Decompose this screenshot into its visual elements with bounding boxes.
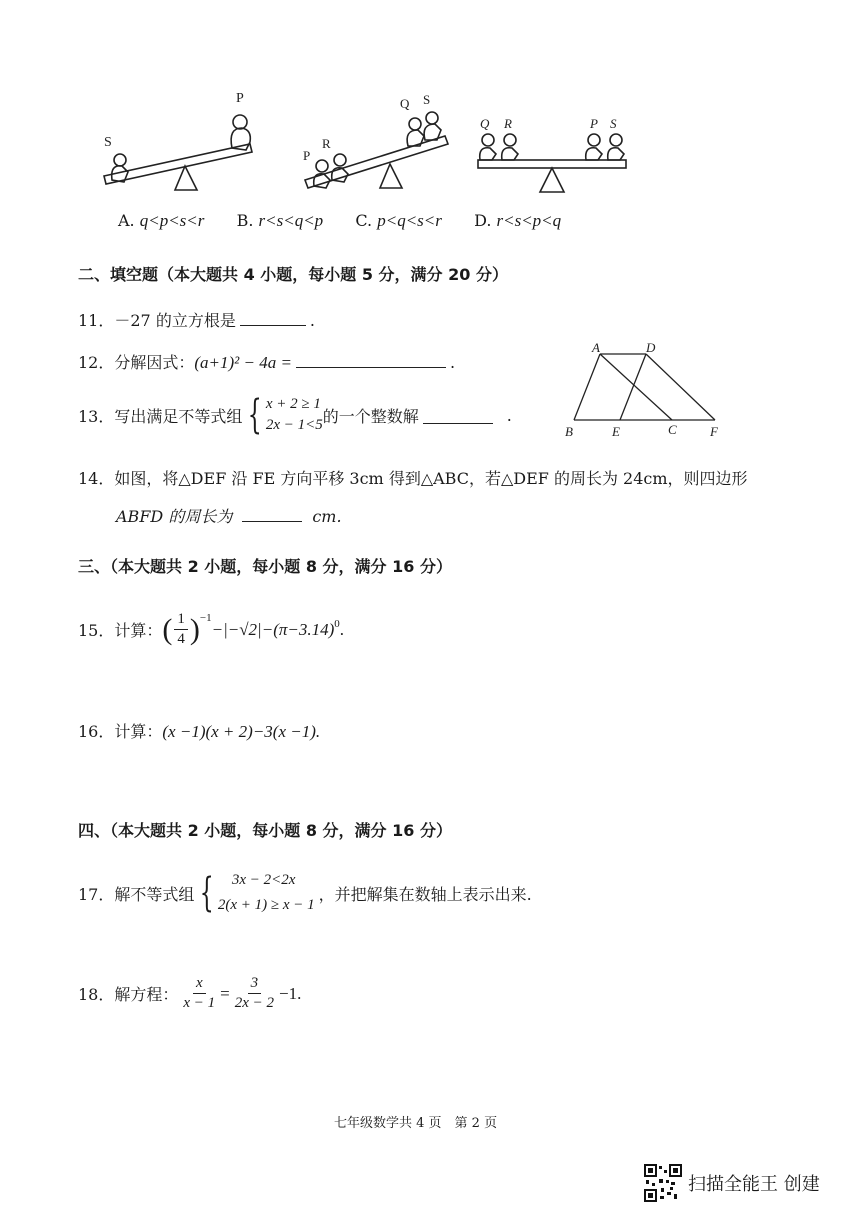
question-15: 15． 计算： ( $\frac{1}{4}$ ) $^{-1}$ −|−√2|−(π−3.14) $^0$ .	[78, 611, 345, 647]
point-f: F	[710, 424, 718, 439]
svg-text:R: R	[322, 136, 331, 151]
svg-text:P: P	[590, 116, 598, 131]
question-14-line-2: ABFD 的周长为 cm.	[116, 507, 342, 526]
translation-figure	[560, 340, 730, 440]
svg-text:S: S	[610, 116, 617, 131]
seesaw-1	[104, 91, 252, 190]
section-2-heading: 二、填空题（本大题共 4 小题，每小题 5 分，满分 20 分）	[78, 265, 508, 284]
option-c: C. p<q<s<r	[355, 211, 442, 230]
svg-text:P: P	[303, 148, 311, 163]
option-b: B. r<s<q<p	[236, 211, 324, 230]
scanner-label: 扫描全能王 创建	[688, 1174, 820, 1195]
svg-text:S: S	[104, 135, 112, 150]
point-e: E	[612, 424, 620, 439]
question-18: 18． 解方程： $\frac{x}{x - 1}$ = $\frac{3}{2x - 2}$ −1.	[78, 975, 302, 1011]
svg-text:S: S	[423, 92, 431, 107]
scanner-watermark	[644, 1164, 820, 1202]
option-d: D. r<s<p<q	[474, 211, 562, 230]
section-3-heading: 三、（本大题共 2 小题，每小题 8 分，满分 16 分）	[78, 557, 452, 576]
seesaw-figures	[90, 88, 690, 198]
seesaw-3	[478, 116, 626, 192]
question-12: 12．分解因式：(a+1)² − 4a = .	[78, 353, 456, 372]
point-c: C	[668, 422, 677, 437]
svg-text:Q: Q	[400, 96, 410, 111]
question-14: 14．如图，将△DEF 沿 FE 方向平移 3cm 得到△ABC，若△DEF 的周长为 24cm，则四边形	[78, 469, 748, 488]
page-footer: 七年级数学共 4 页 第 2 页	[334, 1116, 498, 1131]
section-4-heading: 四、（本大题共 2 小题，每小题 8 分，满分 16 分）	[78, 821, 452, 840]
svg-text:P: P	[236, 91, 244, 106]
question-16: 16．计算：(x −1)(x + 2)−3(x −1).	[78, 722, 321, 741]
seesaw-2	[303, 92, 448, 188]
inequality-system: { 3x − 2<2x 2(x + 1) ≥ x − 1	[200, 870, 315, 916]
point-a: A	[592, 340, 600, 355]
qr-code-icon	[644, 1164, 682, 1202]
question-13: 13． 写出满足不等式组 { x + 2 ≥ 1 2x − 1<5 的一个整数解 .	[78, 392, 512, 438]
question-17: 17． 解不等式组 { 3x − 2<2x 2(x + 1) ≥ x − 1 ，并把解集在数轴上表示出来.	[78, 870, 532, 916]
point-d: D	[646, 340, 656, 355]
inequality-system: { x + 2 ≥ 1 2x − 1<5	[248, 392, 323, 438]
point-b: B	[565, 424, 573, 439]
question-11: 11．－27 的立方根是 .	[78, 311, 315, 330]
svg-text:R: R	[504, 116, 512, 131]
q10-options	[118, 211, 561, 231]
option-a: A. q<p<s<r	[118, 211, 205, 230]
svg-text:Q: Q	[480, 116, 490, 131]
